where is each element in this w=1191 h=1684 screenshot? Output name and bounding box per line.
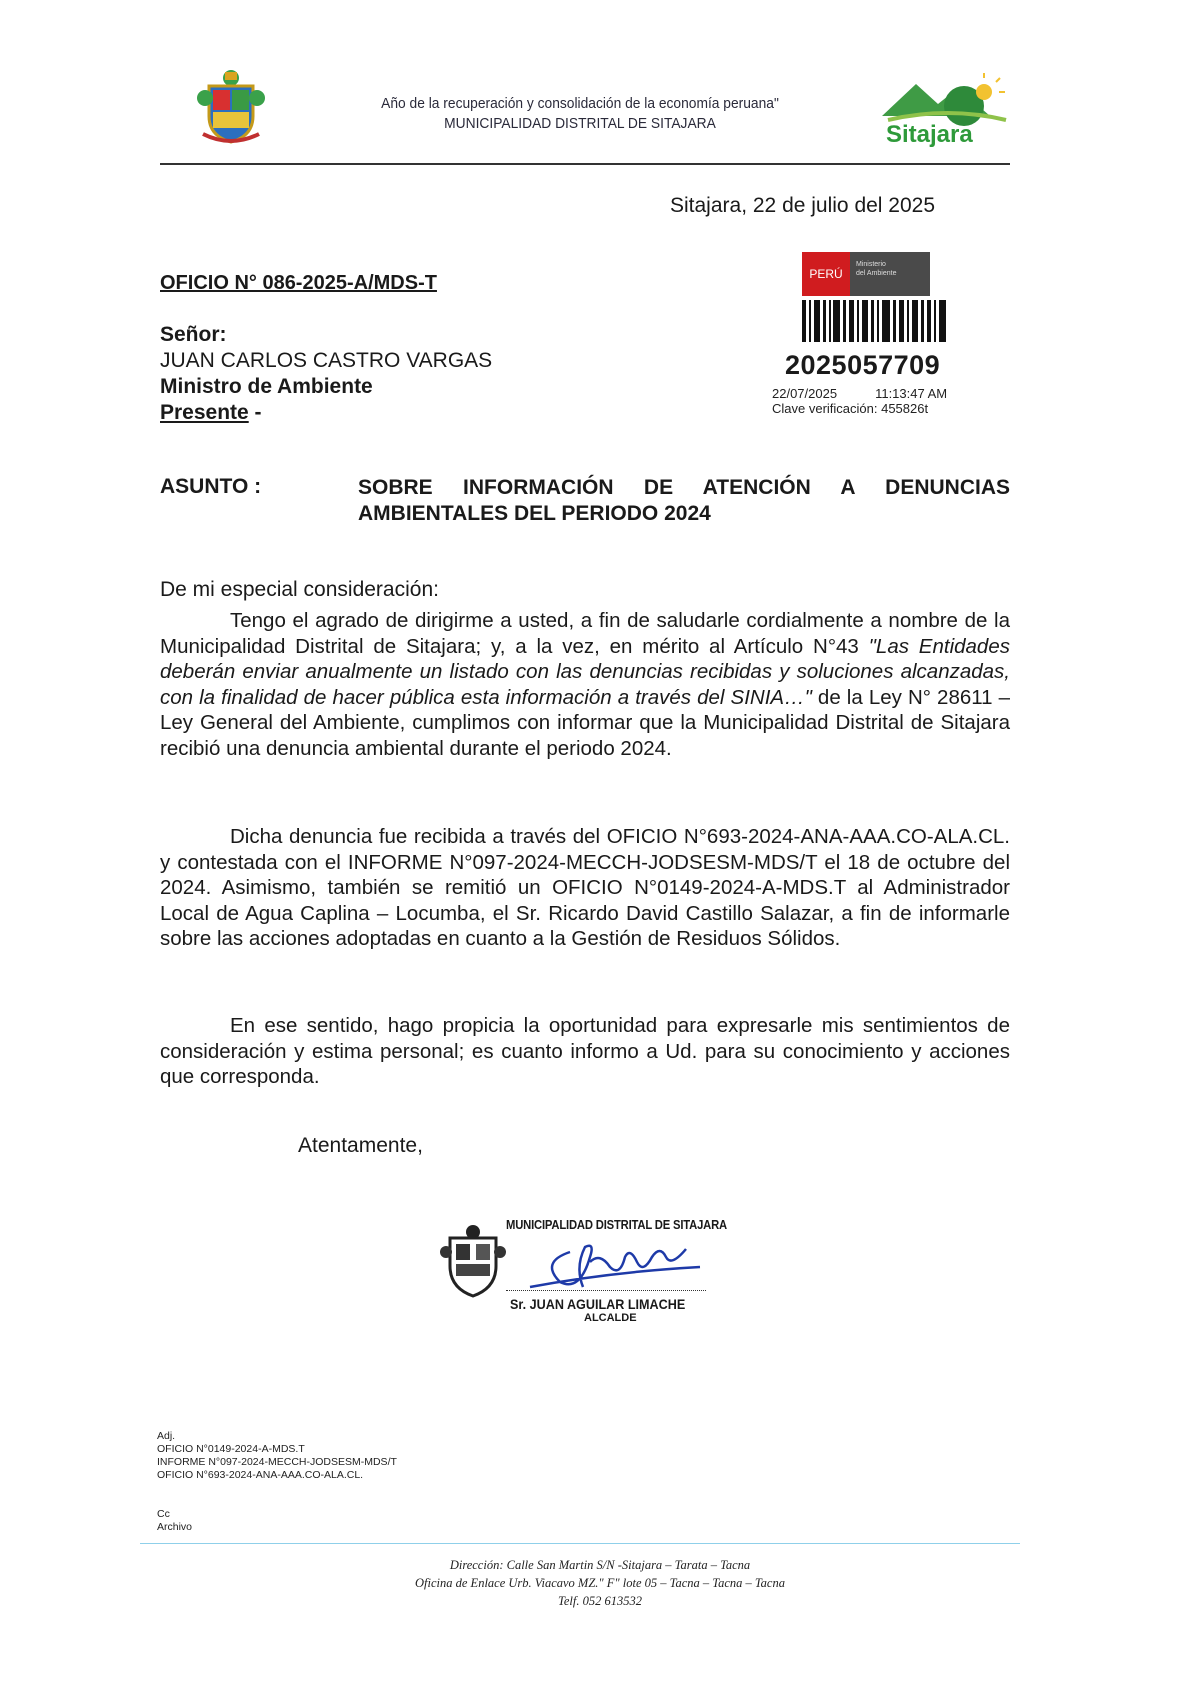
- recipient-title: Ministro de Ambiente: [160, 375, 373, 398]
- attachments-block: [157, 1430, 397, 1482]
- barcode: [802, 300, 946, 342]
- attachment-item: INFORME N°097-2024-MECCH-JODSESM-MDS/T: [157, 1456, 397, 1468]
- oficio-number: OFICIO N° 086-2025-A/MDS-T: [160, 272, 437, 294]
- stamp-ministry: [850, 252, 930, 296]
- body-paragraph-2: Dicha denuncia fue recibida a través del OFICIO N°693-2024-ANA-AAA.CO-ALA.CL. y contestada con el INFORME N°097-2024-MECCH-JODSESM-MDS/T el 18 de octubre del 2024. Asimismo, también se remitió un OFICIO N°0149-2024-A-MDS.T al Administrador Local de Agua Caplina – Locumba, el Sr. Ricardo David Castillo Salazar, a fin de informarle sobre las acciones adoptadas en cuanto a la Gestión de Residuos Sólidos.: [160, 825, 1010, 950]
- footer-address-line: Dirección: Calle San Martin S/N -Sitajara – Tarata – Tacna: [449, 1558, 751, 1572]
- signature-line: [506, 1290, 706, 1291]
- stamp-ministry-line2: del Ambiente: [856, 270, 897, 277]
- footer-phone-line: Telf. 052 613532: [558, 1594, 642, 1608]
- stamp-country: PERÚ: [802, 252, 850, 296]
- stamp-date: 22/07/2025: [772, 386, 838, 401]
- header-block: [300, 94, 860, 134]
- signature-institution: MUNICIPALIDAD DISTRITAL DE SITAJARA: [506, 1218, 727, 1232]
- header-divider: [160, 163, 1010, 165]
- cc-label: Cc: [157, 1508, 170, 1520]
- paragraph-1-start: Tengo el agrado de dirigirme a usted, a fin de saludarle cordialmente a nombre de la Municipalidad Distrital de Sitajara; y, a la vez, en mérito al Artículo N°43: [160, 609, 1010, 658]
- recipient-presente: Presente: [160, 401, 249, 424]
- footer-divider: [140, 1543, 1020, 1544]
- closing: Atentamente,: [298, 1134, 423, 1157]
- reception-stamp-header: [802, 252, 930, 296]
- stamp-verification-key: Clave verificación: 455826t: [772, 401, 929, 416]
- recipient-presente-suffix: -: [248, 401, 262, 424]
- municipal-crest-logo: [195, 68, 267, 148]
- header-year-motto: Año de la recuperación y consolidación de la economía peruana": [381, 95, 779, 112]
- body-paragraph-1: [160, 608, 1010, 761]
- signatory-title: ALCALDE: [584, 1312, 637, 1324]
- cc-block: [157, 1508, 192, 1534]
- stamp-registry-number: 2025057709: [785, 350, 941, 380]
- signatory-name: Sr. JUAN AGUILAR LIMACHE: [510, 1296, 686, 1312]
- subject-label: ASUNTO :: [160, 475, 262, 498]
- handwritten-signature: [520, 1232, 710, 1302]
- sitajara-brand-logo: [878, 70, 1008, 152]
- attachment-item: OFICIO N°0149-2024-A-MDS.T: [157, 1443, 305, 1455]
- stamp-meta: [772, 386, 947, 416]
- stamp-ministry-line1: Ministerio: [856, 261, 886, 268]
- recipient-name: JUAN CARLOS CASTRO VARGAS: [160, 349, 493, 372]
- attachments-label: Adj.: [157, 1430, 176, 1442]
- footer-address: [300, 1556, 900, 1610]
- footer-office-line: Oficina de Enlace Urb. Viacavo MZ." F" lote 05 – Tacna – Tacna – Tacna: [415, 1576, 785, 1590]
- municipal-seal: [440, 1222, 506, 1300]
- subject-text: SOBRE INFORMACIÓN DE ATENCIÓN A DENUNCIAS AMBIENTALES DEL PERIODO 2024: [358, 476, 1010, 525]
- paragraph-1-end: de la Ley N° 28611 – Ley General del Ambiente, cumplimos con informar que la Municipalidad Distrital de Sitajara recibió una denuncia ambiental durante el periodo 2024.: [160, 685, 1011, 760]
- cc-item: Archivo: [157, 1521, 193, 1533]
- recipient-greeting: Señor:: [160, 323, 227, 346]
- attachment-item: OFICIO N°693-2024-ANA-AAA.CO-ALA.CL.: [157, 1469, 364, 1481]
- letter-date: Sitajara, 22 de julio del 2025: [670, 194, 936, 217]
- sitajara-logo-text: Sitajara: [886, 121, 973, 148]
- header-institution: MUNICIPALIDAD DISTRITAL DE SITAJARA: [444, 115, 716, 132]
- stamp-time: 11:13:47 AM: [875, 386, 948, 401]
- body-paragraph-3: En ese sentido, hago propicia la oportunidad para expresarle mis sentimientos de consideración y estima personal; es cuanto informo a Ud. para su conocimiento y acciones que corresponda.: [160, 1014, 1010, 1088]
- paragraph-1-quote: "Las Entidades deberán enviar anualmente un listado con las denuncias recibidas y soluciones alcanzadas, con la finalidad de hacer pública esta información a través del SINIA…": [160, 634, 1010, 709]
- recipient-block: [160, 322, 492, 426]
- salutation: De mi especial consideración:: [160, 578, 439, 601]
